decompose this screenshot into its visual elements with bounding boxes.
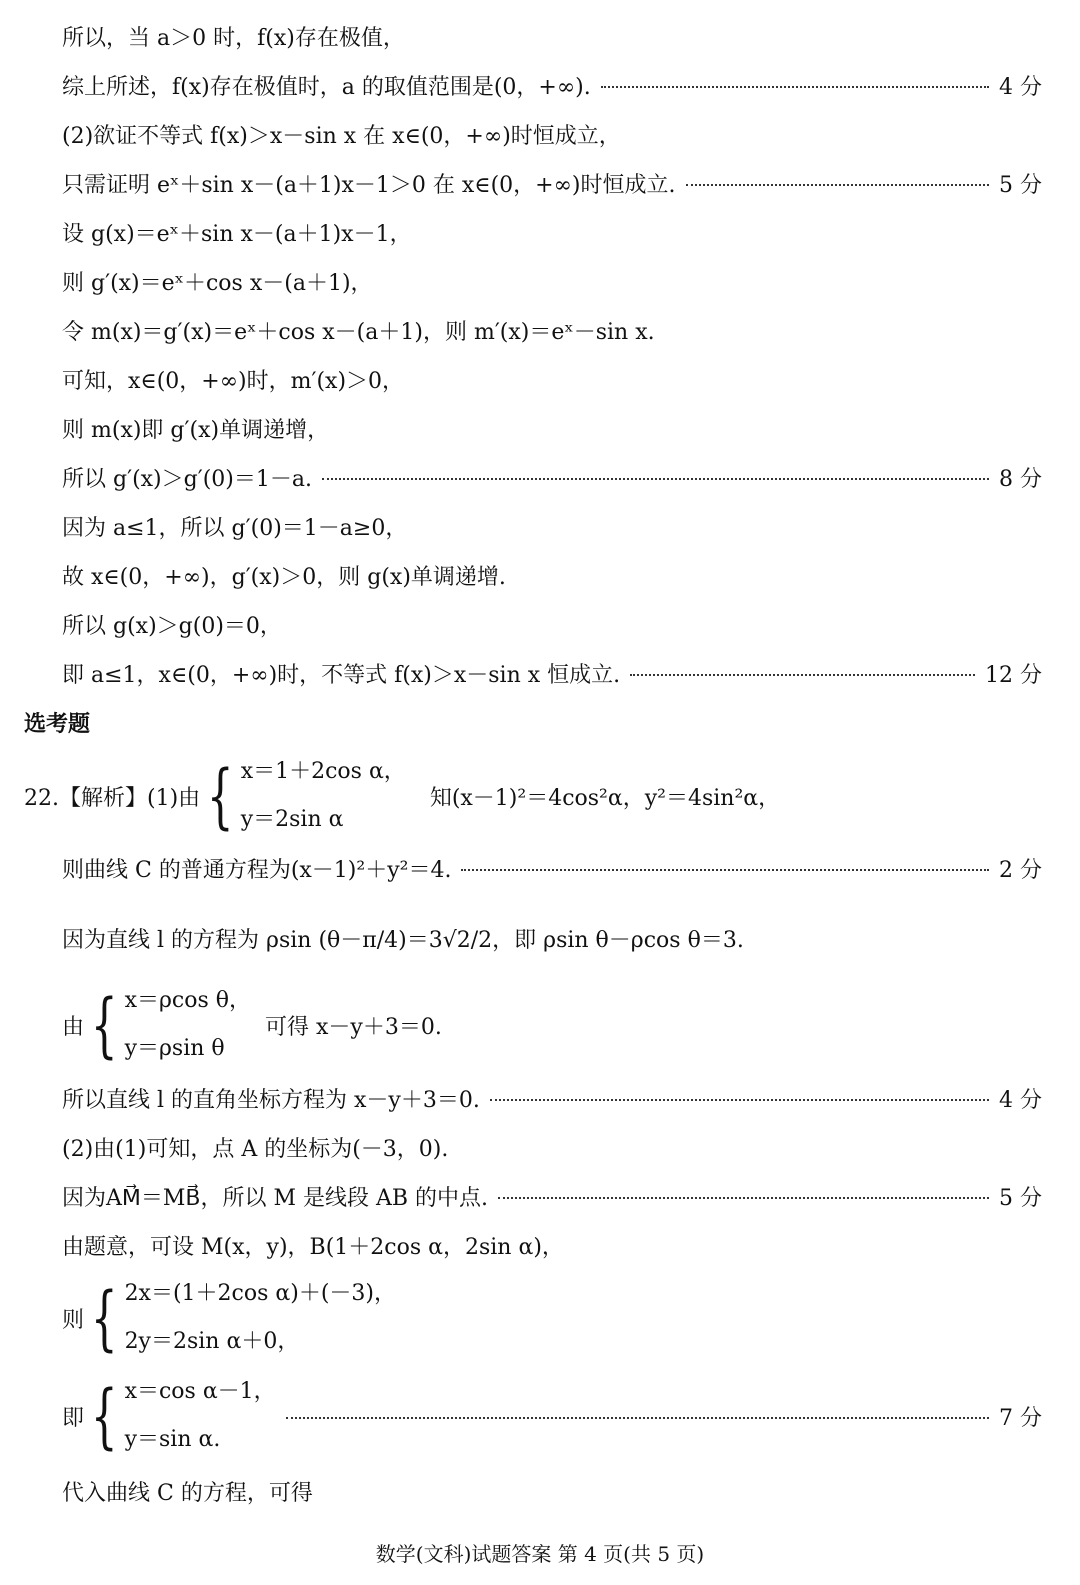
solution-line: 可知，x∈(0，+∞)时，m′(x)＞0， <box>62 368 405 394</box>
midpoint-system: 则 { 2x＝(1＋2cos α)＋(－3)， 2y＝2sin α＋0， <box>62 1270 1042 1366</box>
q22-system: 22.【解析】(1)由 { x＝1＋2cos α， y＝2sin α 知(x－1)²＝4cos²α，y²＝4sin²α， <box>24 748 1042 844</box>
polar-system: 由 { x＝ρcos θ， y＝ρsin θ 可得 x－y＋3＝0. <box>62 977 1042 1073</box>
solution-line: 所以 g(x)＞g(0)＝0， <box>62 613 282 639</box>
solution-line: 代入曲线 C 的方程，可得 <box>62 1480 313 1506</box>
parametric-system: 即 { x＝cos α－1， y＝sin α. 7 分 <box>62 1368 1042 1464</box>
score-label: 8 分 <box>999 466 1042 492</box>
solution-line: 因为直线 l 的方程为 ρsin (θ－π/4)＝3√2/2，即 ρsin θ－ρcos θ＝3. <box>62 927 744 953</box>
solution-line: 只需证明 eˣ＋sin x－(a＋1)x－1＞0 在 x∈(0，+∞)时恒成立. 5 分 <box>62 163 1042 203</box>
section-heading: 选考题 <box>24 711 91 737</box>
equation-group: x＝cos α－1， y＝sin α. <box>124 1379 276 1452</box>
score-label: 5 分 <box>999 172 1042 198</box>
question-prefix: 22.【解析】(1)由 <box>24 785 201 811</box>
score-label: 2 分 <box>999 857 1042 883</box>
solution-line: 所以，当 a＞0 时，f(x)存在极值， <box>62 25 405 51</box>
equation-group: x＝ρcos θ， y＝ρsin θ <box>124 988 251 1061</box>
left-brace: { <box>90 984 118 1066</box>
leader-dots <box>286 1417 989 1419</box>
left-brace: { <box>90 1277 118 1359</box>
solution-line: 设 g(x)＝eˣ＋sin x－(a＋1)x－1， <box>62 221 412 247</box>
leader-dots <box>630 674 975 676</box>
solution-line: 则 g′(x)＝eˣ＋cos x－(a＋1)， <box>62 270 373 296</box>
solution-line: 则 m(x)即 g′(x)单调递增， <box>62 417 330 443</box>
score-label: 7 分 <box>999 1405 1042 1431</box>
leader-dots <box>322 478 989 480</box>
leader-dots <box>490 1099 989 1101</box>
leader-dots <box>498 1197 989 1199</box>
solution-line: 因为AM⃗＝MB⃗，所以 M 是线段 AB 的中点. 5 分 <box>62 1176 1042 1216</box>
leader-dots <box>601 86 989 88</box>
leader-dots <box>461 869 989 871</box>
solution-line: 即 a≤1，x∈(0，+∞)时，不等式 f(x)＞x－sin x 恒成立. 12 分 <box>62 653 1042 693</box>
solution-line: 则曲线 C 的普通方程为(x－1)²＋y²＝4. 2 分 <box>62 848 1042 888</box>
solution-line: 所以直线 l 的直角坐标方程为 x－y＋3＝0. 4 分 <box>62 1078 1042 1118</box>
score-label: 5 分 <box>999 1185 1042 1211</box>
equation-group: x＝1＋2cos α， y＝2sin α <box>240 759 406 832</box>
leader-dots <box>686 184 989 186</box>
page-footer: 数学(文科)试题答案 第 4 页(共 5 页) <box>375 1542 705 1566</box>
solution-line: (2)欲证不等式 f(x)＞x－sin x 在 x∈(0，+∞)时恒成立， <box>62 123 621 149</box>
solution-line: (2)由(1)可知，点 A 的坐标为(－3，0). <box>62 1136 449 1162</box>
score-label: 4 分 <box>999 74 1042 100</box>
solution-line: 令 m(x)＝g′(x)＝eˣ＋cos x－(a＋1)，则 m′(x)＝eˣ－sin x. <box>62 319 655 345</box>
left-brace: { <box>207 755 234 837</box>
equation-group: 2x＝(1＋2cos α)＋(－3)， 2y＝2sin α＋0， <box>124 1281 396 1354</box>
solution-line: 综上所述，f(x)存在极值时，a 的取值范围是(0，+∞). 4 分 <box>62 65 1042 105</box>
score-label: 12 分 <box>985 662 1042 688</box>
solution-line: 所以 g′(x)＞g′(0)＝1－a. 8 分 <box>62 457 1042 497</box>
solution-line: 故 x∈(0，+∞)，g′(x)＞0，则 g(x)单调递增. <box>62 564 506 590</box>
score-label: 4 分 <box>999 1087 1042 1113</box>
solution-line: 因为 a≤1，所以 g′(0)＝1－a≥0， <box>62 515 408 541</box>
left-brace: { <box>90 1375 118 1457</box>
solution-line: 由题意，可设 M(x，y)，B(1＋2cos α，2sin α)， <box>62 1234 564 1260</box>
